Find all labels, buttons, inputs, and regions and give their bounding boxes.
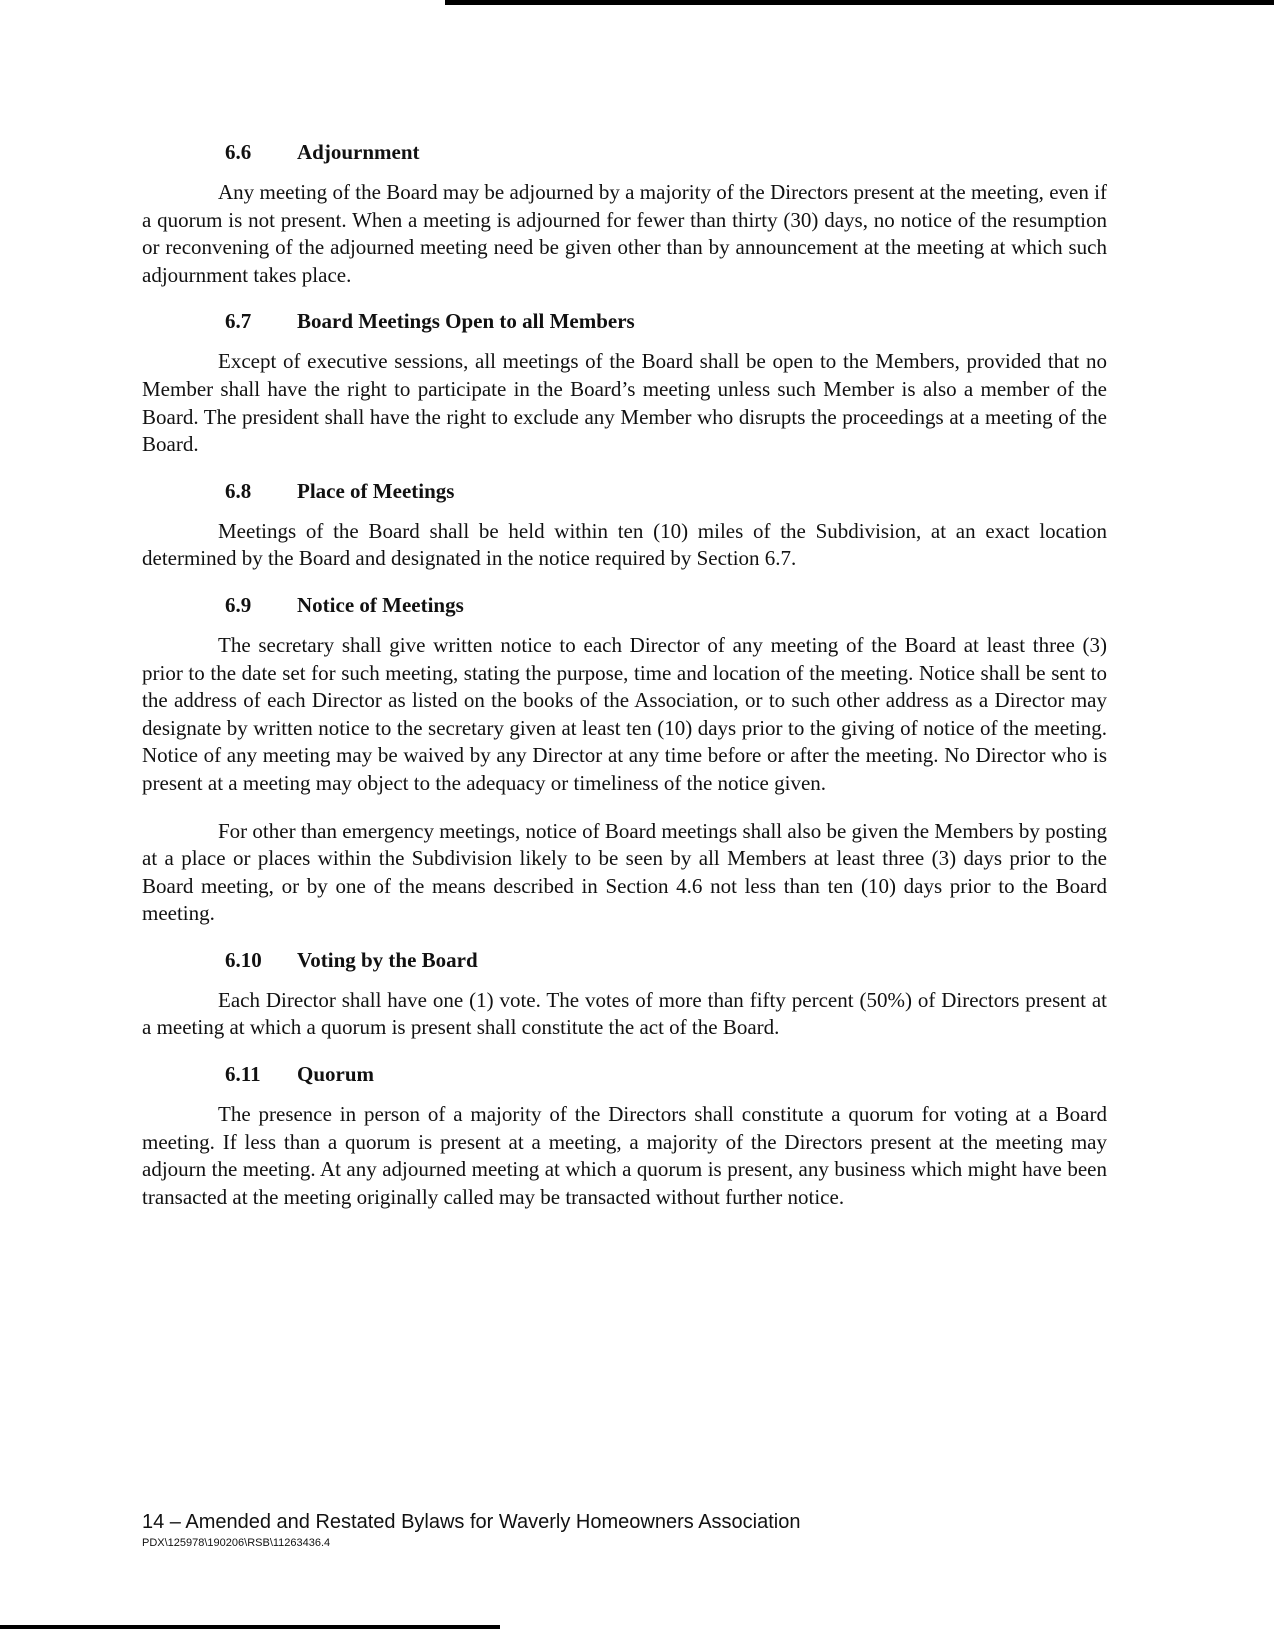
section-title: Place of Meetings <box>297 478 455 503</box>
section-title: Board Meetings Open to all Members <box>297 309 635 334</box>
section-title: Voting by the Board <box>297 947 478 972</box>
section-number: 6.10 <box>225 947 262 972</box>
section-6-9 <box>142 593 1107 928</box>
paragraph: Except of executive sessions, all meetings of the Board shall be open to the Members, provided that no Member shall have the right to participate in the Board’s meeting unless such Member is also a member of the Board. The president shall have the right to exclude any Member who disrupts the proceedings at a meeting of the Board. <box>142 349 1107 457</box>
document-body <box>142 140 1107 1231</box>
section-number: 6.11 <box>225 1062 261 1087</box>
section-title: Adjournment <box>297 140 420 164</box>
section-number: 6.6 <box>225 140 252 164</box>
section-heading <box>225 948 1107 973</box>
paragraph: The presence in person of a majority of the Directors shall constitute a quorum for voting at a Board meeting. If less than a quorum is present at a meeting, a majority of the Directors present at the meeting may adjourn the meeting. At any adjourned meeting at which a quorum is present, any business which might have been transacted at the meeting originally called may be transacted without further notice. <box>142 1102 1107 1209</box>
section-heading <box>225 309 1107 334</box>
section-number: 6.9 <box>225 592 252 617</box>
paragraph: Meetings of the Board shall be held within ten (10) miles of the Subdivision, at an exact location determined by the Board and designated in the notice required by Section 6.7. <box>142 518 1107 571</box>
paragraph: For other than emergency meetings, notice of Board meetings shall also be given the Members by posting at a place or places within the Subdivision likely to be seen by all Members at least three (3) days prior to the Board meeting, or by one of the means described in Section 4.6 not less than ten (10) days prior to the Board meeting. <box>142 818 1107 926</box>
section-heading <box>225 1062 1107 1087</box>
paragraph: Each Director shall have one (1) vote. The votes of more than fifty percent (50%) of Directors present at a meeting at which a quorum is present shall constitute the act of the Board. <box>142 987 1107 1040</box>
paragraph: The secretary shall give written notice to each Director of any meeting of the Board at least three (3) prior to the date set for such meeting, stating the purpose, time and location of the meeting. Notice shall be sent to the address of each Director as listed on the books of the Association, or to such other address as a Director may designate by written notice to the secretary given at least ten (10) days prior to the giving of notice of the meeting. Notice of any meeting may be waived by any Director at any time before or after the meeting. No Director who is present at a meeting may object to the adequacy or timeliness of the notice given. <box>142 632 1107 795</box>
section-6-6 <box>142 140 1107 289</box>
section-heading <box>225 140 1107 165</box>
section-6-10 <box>142 948 1107 1042</box>
section-6-11 <box>142 1062 1107 1211</box>
section-number: 6.8 <box>225 478 252 503</box>
section-title: Notice of Meetings <box>297 592 464 617</box>
section-number: 6.7 <box>225 309 252 334</box>
footer-title: 14 – Amended and Restated Bylaws for Waverly Homeowners Association <box>142 1511 801 1533</box>
section-6-8 <box>142 479 1107 573</box>
page-footer <box>142 1510 1042 1550</box>
paragraph: Any meeting of the Board may be adjourned by a majority of the Directors present at the meeting, even if a quorum is not present. When a meeting is adjourned for fewer than thirty (30) days, no notice of the resumption or reconvening of the adjourned meeting need be given other than by announcement at the meeting at which such adjournment takes place. <box>142 180 1107 287</box>
section-heading <box>225 479 1107 504</box>
scan-edge-bottom <box>0 1625 500 1629</box>
section-title: Quorum <box>297 1062 375 1087</box>
scan-edge-top <box>445 0 1274 5</box>
section-6-7 <box>142 309 1107 458</box>
document-code: PDX\125978\190206\RSB\11263436.4 <box>142 1537 331 1549</box>
section-heading <box>225 593 1107 618</box>
